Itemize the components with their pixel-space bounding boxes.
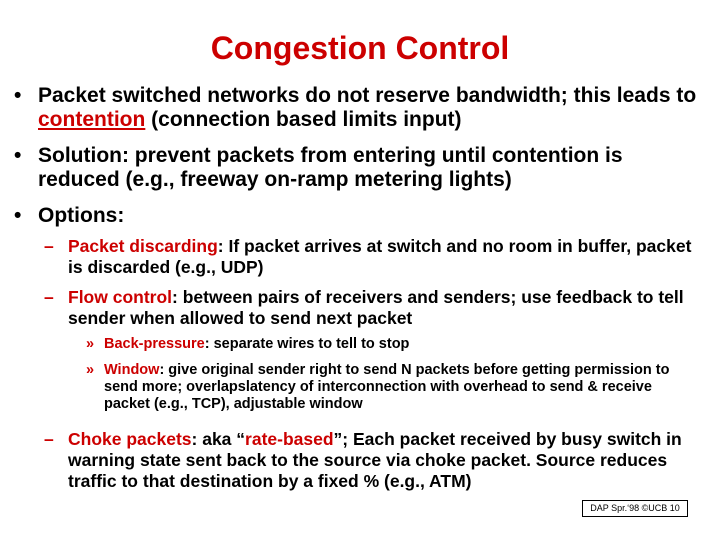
option-term: Packet discarding [68,236,218,256]
option-marker: – [44,236,54,256]
bullet-item [14,84,704,132]
slide-title: Congestion Control [210,30,510,66]
bullet-marker: • [14,84,22,107]
sub-option-marker: » [86,336,95,352]
option-term: Flow control [68,287,173,307]
bullet-text: Options: [38,204,125,227]
contention-term: contention [38,108,146,131]
sub-option-term: Back-pressure [104,336,205,352]
option-text: Flow control: between pairs of receivers and senders; use feedback to tell sender when allowed to send next packet [68,287,684,328]
sub-option-item [86,336,696,353]
bullet-text: Solution: prevent packets from entering until contention is reduced (e.g., freeway on-ramp metering lights) [38,144,623,191]
sub-option-marker: » [86,362,95,378]
option-item [44,287,704,329]
option-marker: – [44,429,54,449]
sub-option-term: Window [104,362,160,378]
option-term: Choke packets [68,429,192,449]
bullet-text: Packet switched networks do not reserve bandwidth; this leads to contention (connection based limits input) [38,84,697,131]
bullet-item [14,204,704,228]
bullet-item [14,144,704,192]
sub-option-text: Window: give original sender right to send N packets before getting permission to send more; overlapslatency of interconnection with overhead to send & receive packet (e.g., TCP), adjustable window [104,362,670,412]
sub-option-text: Back-pressure: separate wires to tell to stop [104,336,410,352]
option-item [44,236,704,278]
option-text: Choke packets: aka “rate-based”; Each packet received by busy switch in warning state sent back to the source via choke packet. Source reduces traffic to that destination by a fixed % (e.g., ATM) [68,429,682,491]
option-item [44,429,704,492]
option-marker: – [44,287,54,307]
bullet-marker: • [14,204,22,227]
option-text: Packet discarding: If packet arrives at switch and no room in buffer, packet is discarded (e.g., UDP) [68,236,692,277]
bullet-marker: • [14,144,22,167]
slide-footer: DAP Spr.‘98 ©UCB 10 [582,500,688,517]
option-term-rate-based: rate-based [245,429,334,449]
sub-option-item [86,362,696,413]
